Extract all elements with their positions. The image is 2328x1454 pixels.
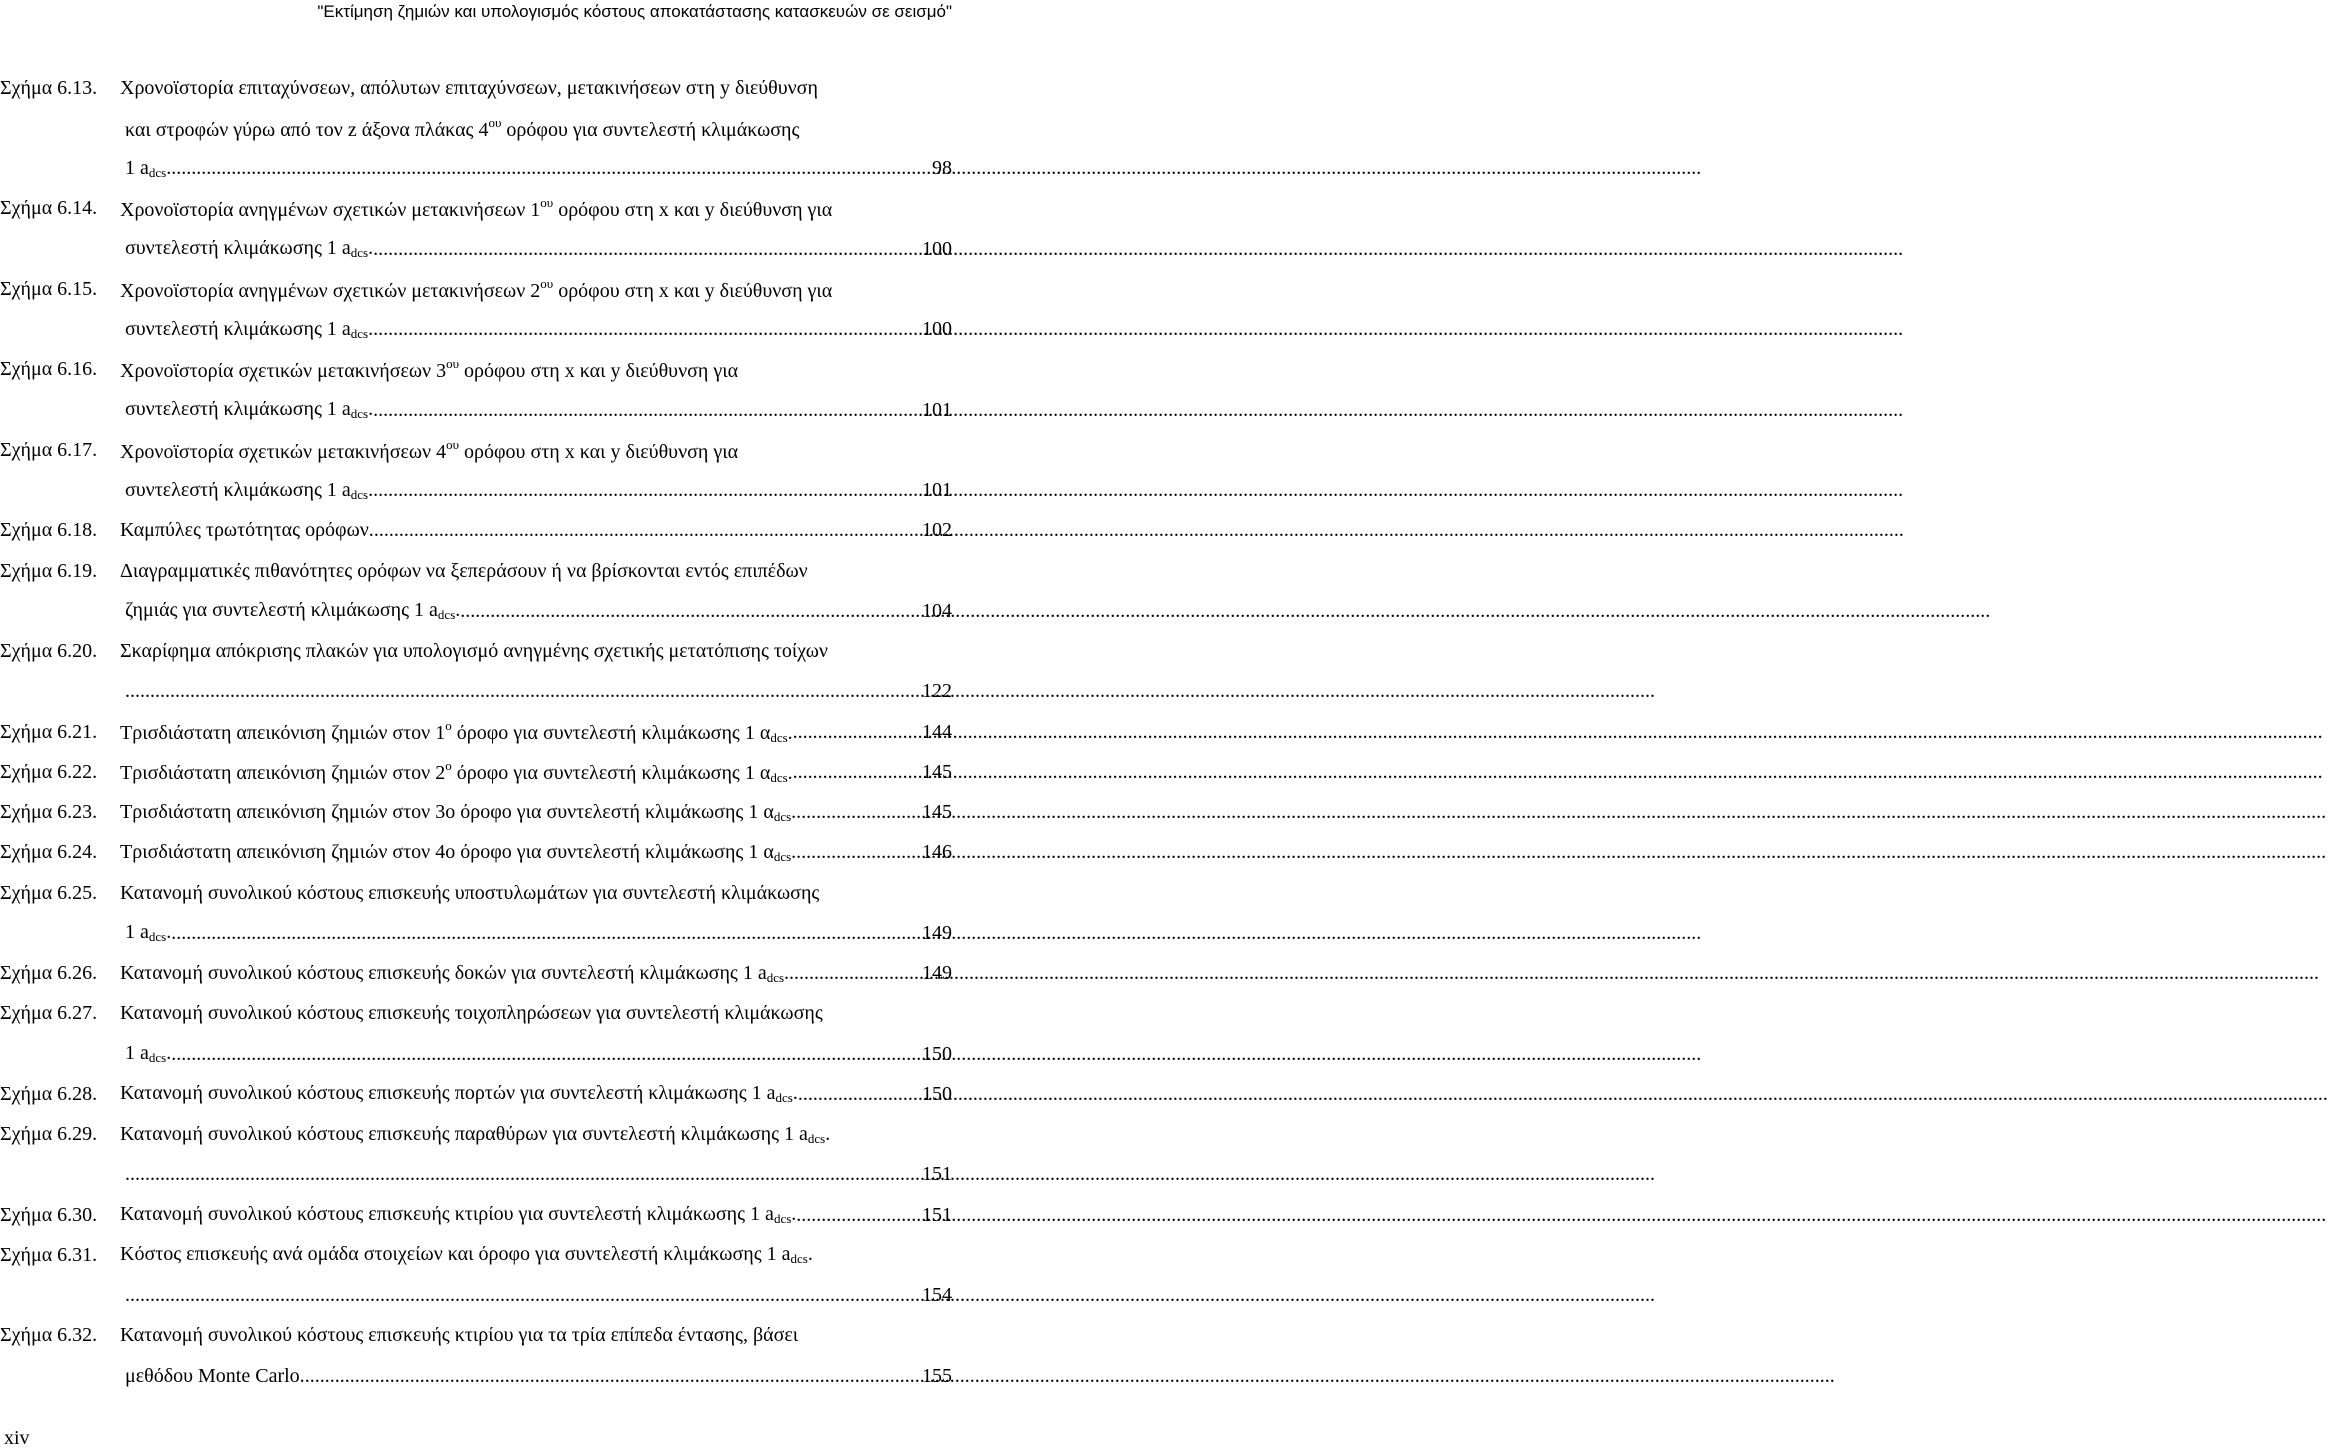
figure-number: Σχήμα 6.18. (0, 519, 98, 542)
dot-leader (460, 600, 920, 623)
toc-entry[interactable] (0, 1115, 952, 1196)
entry-title: Τρισδιάστατη απεικόνιση ζημιών στον 4ο όροφο για συντελεστή κλιμάκωσης 1 $\alpha_{dcs}$. (120, 840, 797, 864)
page-number: 151 (922, 1163, 952, 1186)
figure-number: Σχήμα 6.24. (0, 841, 98, 864)
entry-title: Σκαρίφημα απόκρισης πλακών για υπολογισμό ανηγμένης σχετικής μετατόπισης τοίχων (120, 640, 828, 663)
toc-entry[interactable] (0, 350, 952, 431)
figure-number: Σχήμα 6.21. (0, 720, 98, 743)
dot-leader (373, 479, 920, 502)
dot-leader (793, 761, 920, 784)
entry-title-cont: συντελεστή κλιμάκωσης 1 $a_{dcs}$. (125, 237, 374, 261)
toc-entry[interactable] (0, 68, 952, 189)
page-number: 154 (922, 1284, 952, 1307)
toc-entry[interactable] (0, 954, 952, 994)
entry-title: Τρισδιάστατη απεικόνιση ζημιών στον $2^o$ όροφο για συντελεστή κλιμάκωσης 1 $\alpha_{dcs}$. (120, 758, 793, 786)
toc-entry[interactable] (0, 994, 952, 1075)
toc-entry[interactable] (0, 1235, 952, 1316)
entry-title: Κόστος επισκευής ανά ομάδα στοιχείων και όροφο για συντελεστή κλιμάκωσης 1 $a_{dcs}$. (120, 1243, 813, 1267)
page-number: 101 (922, 479, 952, 502)
dot-leader (125, 1163, 920, 1186)
toc-entry[interactable] (0, 269, 952, 350)
page-number: 146 (922, 841, 952, 864)
running-header: "Εκτίμηση ζημιών και υπολογισμός κόστους αποκατάστασης κατασκευών σε σεισμό" (317, 2, 952, 21)
entry-title: Κατανομή συνολικού κόστους επισκευής δοκών για συντελεστή κλιμάκωσης 1 $a_{dcs}$. (120, 961, 790, 985)
dot-leader (305, 1365, 920, 1388)
toc-entry[interactable] (0, 793, 952, 833)
figure-number: Σχήμα 6.27. (0, 1002, 98, 1025)
entry-title: Τρισδιάστατη απεικόνιση ζημιών στον 3ο όροφο για συντελεστή κλιμάκωσης 1 $\alpha_{dcs}$. (120, 800, 797, 824)
dot-leader (798, 1083, 920, 1106)
entry-title-cont: συντελεστή κλιμάκωσης 1 $a_{dcs}$. (125, 398, 374, 422)
toc-entry[interactable] (0, 873, 952, 954)
entry-title-cont: 1 $a_{dcs}$. (125, 156, 172, 180)
page-number: 151 (922, 1203, 952, 1226)
page-number: 102 (922, 519, 952, 542)
page-number: 155 (922, 1364, 952, 1387)
page-number: 104 (922, 599, 952, 622)
page-number: 145 (922, 760, 952, 783)
figure-number: Σχήμα 6.15. (0, 277, 98, 300)
entry-title-cont: μεθόδου Monte Carlo. (125, 1364, 305, 1387)
entry-title: Κατανομή συνολικού κόστους επισκευής πορτών για συντελεστή κλιμάκωσης 1 $a_{dcs}$. (120, 1082, 798, 1106)
page-number: 98 (932, 157, 952, 180)
dot-leader (171, 922, 920, 945)
toc-entry[interactable] (0, 551, 952, 632)
page-number: 101 (922, 398, 952, 421)
dot-leader (373, 318, 920, 341)
dot-leader (793, 721, 920, 744)
dot-leader (125, 680, 920, 703)
page-number: 149 (922, 921, 952, 944)
entry-title: Τρισδιάστατη απεικόνιση ζημιών στον $1^o$ όροφο για συντελεστή κλιμάκωσης 1 $\alpha_{dcs}$. (120, 718, 793, 746)
figure-number: Σχήμα 6.28. (0, 1082, 98, 1105)
page-number: 100 (922, 237, 952, 260)
entry-title-cont: συντελεστή κλιμάκωσης 1 $a_{dcs}$. (125, 478, 374, 502)
entry-title: Κατανομή συνολικού κόστους επισκευής κτιρίου για συντελεστή κλιμάκωσης 1 $a_{dcs}$. (120, 1203, 797, 1227)
figure-number: Σχήμα 6.30. (0, 1203, 98, 1226)
dot-leader (374, 519, 920, 542)
entry-title: Χρονοϊστορία σχετικών μετακινήσεων $4^{o\upsilon}$ ορόφου στη x και y διεύθυνση για (120, 436, 739, 463)
figure-number: Σχήμα 6.31. (0, 1243, 98, 1266)
entry-title-cont: συντελεστή κλιμάκωσης 1 $a_{dcs}$. (125, 317, 374, 341)
dot-leader (796, 1204, 920, 1227)
entry-title: Χρονοϊστορία ανηγμένων σχετικών μετακινήσεων $2^{o\upsilon}$ ορόφου στη x και y διεύθυνση για (120, 275, 833, 302)
list-of-figures (0, 68, 952, 1396)
toc-entry[interactable] (0, 752, 952, 792)
figure-number: Σχήμα 6.22. (0, 760, 98, 783)
page-number: 122 (922, 680, 952, 703)
dot-leader (373, 238, 920, 261)
toc-entry[interactable] (0, 712, 952, 752)
entry-title-cont: και στροφών γύρω από τον z άξονα πλάκας $4^{o\upsilon}$ ορόφου για συντελεστή κλιμάκωσης (125, 114, 800, 141)
page-number: 149 (922, 962, 952, 985)
entry-title: Κατανομή συνολικού κόστους επισκευής τοιχοπληρώσεων για συντελεστή κλιμάκωσης (120, 1002, 823, 1025)
page-footer-number: xiv (4, 1427, 30, 1449)
toc-entry[interactable] (0, 1074, 952, 1114)
page-number: 144 (922, 720, 952, 743)
toc-entry[interactable] (0, 632, 952, 713)
entry-title: Χρονοϊστορία επιταχύνσεων, απόλυτων επιταχύνσεων, μετακινήσεων στη y διεύθυνση (120, 76, 818, 99)
figure-number: Σχήμα 6.23. (0, 801, 98, 824)
entry-title: Κατανομή συνολικού κόστους επισκευής κτιρίου για τα τρία επίπεδα έντασης, βάσει (120, 1324, 799, 1347)
entry-title: Καμπύλες τρωτότητας ορόφων. (120, 519, 374, 542)
entry-title: Κατανομή συνολικού κόστους επισκευής παραθύρων για συντελεστή κλιμάκωσης 1 $a_{dcs}$. (120, 1122, 831, 1146)
page-number: 145 (922, 801, 952, 824)
figure-number: Σχήμα 6.17. (0, 438, 98, 461)
figure-number: Σχήμα 6.13. (0, 76, 98, 99)
figure-number: Σχήμα 6.20. (0, 640, 98, 663)
dot-leader (171, 157, 930, 180)
page-number: 150 (922, 1042, 952, 1065)
toc-entry[interactable] (0, 1316, 952, 1397)
dot-leader (789, 962, 920, 985)
entry-title-cont: 1 $a_{dcs}$. (125, 1042, 172, 1066)
entry-title: Κατανομή συνολικού κόστους επισκευής υποστυλωμάτων για συντελεστή κλιμάκωσης (120, 881, 820, 904)
figure-number: Σχήμα 6.32. (0, 1324, 98, 1347)
entry-title-cont: ζημιάς για συντελεστή κλιμάκωσης 1 $a_{dcs}$. (125, 599, 461, 623)
dot-leader (796, 841, 920, 864)
figure-number: Σχήμα 6.16. (0, 358, 98, 381)
page-number: 100 (922, 318, 952, 341)
figure-number: Σχήμα 6.29. (0, 1123, 98, 1146)
toc-entry[interactable] (0, 430, 952, 511)
entry-title: Χρονοϊστορία ανηγμένων σχετικών μετακινήσεων $1^{o\upsilon}$ ορόφου στη x και y διεύθυνση για (120, 195, 833, 222)
dot-leader (796, 801, 920, 824)
figure-number: Σχήμα 6.25. (0, 881, 98, 904)
figure-number: Σχήμα 6.26. (0, 962, 98, 985)
page-number: 150 (922, 1082, 952, 1105)
dot-leader (171, 1043, 920, 1066)
entry-title: Χρονοϊστορία σχετικών μετακινήσεων $3^{o\upsilon}$ ορόφου στη x και y διεύθυνση για (120, 356, 739, 383)
toc-entry[interactable] (0, 833, 952, 873)
dot-leader (125, 1284, 920, 1307)
toc-entry[interactable] (0, 189, 952, 270)
toc-entry[interactable] (0, 511, 952, 551)
entry-title: Διαγραμματικές πιθανότητες ορόφων να ξεπεράσουν ή να βρίσκονται εντός επιπέδων (120, 559, 808, 582)
figure-number: Σχήμα 6.19. (0, 559, 98, 582)
figure-number: Σχήμα 6.14. (0, 197, 98, 220)
toc-entry[interactable] (0, 1195, 952, 1235)
dot-leader (373, 399, 920, 422)
entry-title-cont: 1 $a_{dcs}$. (125, 921, 172, 945)
